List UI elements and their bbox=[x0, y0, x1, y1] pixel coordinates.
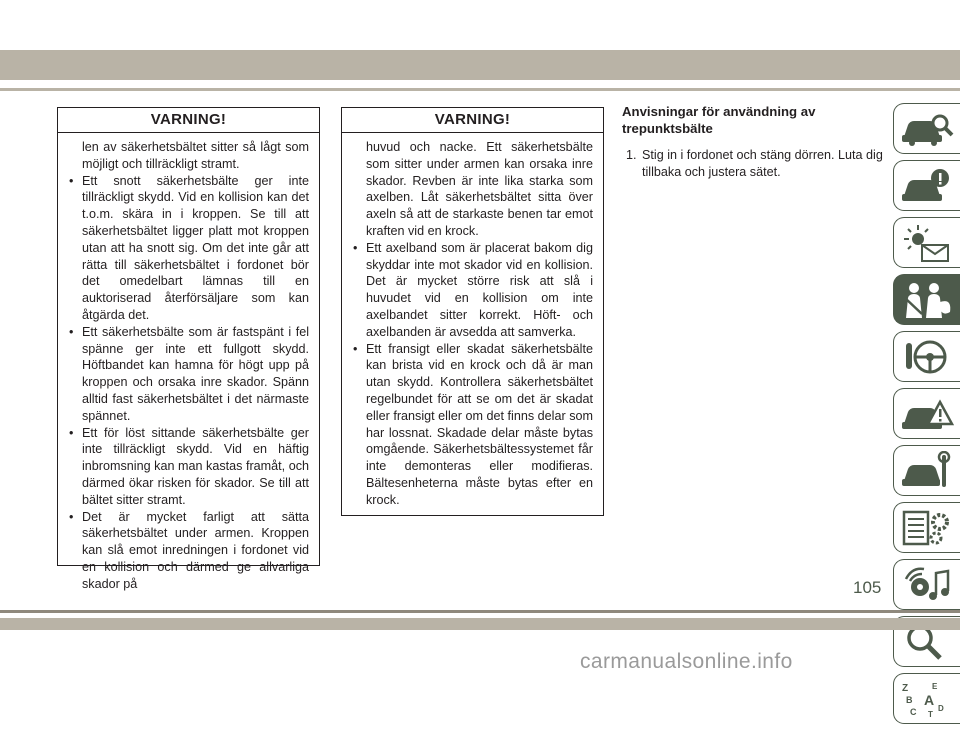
step-number: 1. bbox=[626, 148, 637, 162]
car-search-icon bbox=[900, 109, 956, 149]
svg-text:T: T bbox=[928, 710, 933, 719]
seatbelt-airbag-icon bbox=[900, 280, 956, 320]
tab-starting-operating[interactable] bbox=[893, 331, 960, 382]
tab-technical-specifications[interactable] bbox=[893, 502, 960, 553]
warning-heading: VARNING! bbox=[58, 108, 319, 133]
warning-bullet: • Ett fransigt eller skadat säkerhetsbälte kan brista vid en krock och då är man utan skydd. Kontrollera säkerhetsbältet regelbundet för att se om det är skadat eller fransigt eller om det finns delar som har lossnat. Skadade delar måste bytas omgående. Säkerhetsbältessystemet får inte demonteras eller modifieras. Bältesenheterna måste bytas efter en krock. bbox=[352, 341, 593, 509]
warning-list bbox=[68, 173, 309, 593]
instruction-steps bbox=[622, 147, 890, 181]
warning-bullet: • Ett snott säkerhetsbälte ger inte tillräckligt skydd. Vid en kollision kan det t.o.m. skära in i kroppen. Se till att säkerhetsbältet ligger platt mot kroppen utan att ha snott sig. Om det inte går att rätta till säkerhetsbältet i fordonet bör det omedelbart lämnas till en auktoriserad återförsäljare som kan åtgärda det. bbox=[68, 173, 309, 324]
watermark: carmanualsonline.info bbox=[580, 650, 793, 673]
step-text: Stig in i fordonet och stäng dörren. Luta dig tillbaka och justera sätet. bbox=[642, 148, 883, 179]
warning-heading: VARNING! bbox=[342, 108, 603, 133]
svg-text:A: A bbox=[924, 692, 935, 708]
warning-intro: len av säkerhetsbältet sitter så lågt som möjligt och tillräckligt stramt. bbox=[82, 140, 309, 171]
warning-intro: huvud och nacke. Ett säkerhetsbälte som sitter under armen kan orsaka inre skador. Revben är inte lika starka som axelben. Låt säkerhetsbältet sitta över axeln så att de starkaste benen tar emot kraften vid en krock. bbox=[366, 140, 593, 238]
warning-bullet: • Ett säkerhetsbälte som är fastspänt i fel spänne ger inte ett fullgott skydd. Höftbandet kan hamna för högt upp på kroppen och orsaka inre skador. Spänn alltid fast säkerhetsbältet i det närmaste spännet. bbox=[68, 324, 309, 425]
footer-rule bbox=[0, 610, 960, 613]
header-band bbox=[0, 50, 960, 80]
tab-instrument-panel[interactable] bbox=[893, 160, 960, 211]
multimedia-icon bbox=[900, 565, 956, 605]
warning-list bbox=[352, 240, 593, 509]
car-info-icon bbox=[900, 166, 956, 206]
tab-emergency[interactable] bbox=[893, 388, 960, 439]
warning-box-left bbox=[57, 107, 320, 591]
tab-servicing-maintenance[interactable] bbox=[893, 445, 960, 496]
svg-text:E: E bbox=[932, 682, 938, 691]
instructions-section bbox=[622, 103, 890, 181]
svg-text:B: B bbox=[906, 695, 913, 705]
specs-gears-icon bbox=[900, 508, 956, 548]
tab-alphabetical-index[interactable] bbox=[893, 673, 960, 724]
warning-bullet: • Ett för löst sittande säkerhetsbälte ger inte tillräckligt skydd. Vid en häftig inbromsning kan man kastas framåt, och därmed ökar risken för skador. Se till att bältet sitter stramt. bbox=[68, 425, 309, 509]
key-steering-wheel-icon bbox=[900, 337, 956, 377]
page-number: 105 bbox=[853, 578, 882, 597]
warning-bullet: • Det är mycket farligt att sätta säkerhetsbältet under armen. Kroppen kan slå emot inredningen i fordonet vid en kollision och därmed ge allvarliga skador på bbox=[68, 509, 309, 593]
svg-text:C: C bbox=[910, 707, 917, 717]
section-heading: Anvisningar för användning av trepunktsbälte bbox=[622, 104, 816, 136]
instruction-step bbox=[622, 147, 890, 181]
header-rule bbox=[0, 88, 960, 91]
svg-text:Z: Z bbox=[902, 683, 909, 694]
warning-box-right bbox=[341, 107, 604, 516]
chapter-tabs bbox=[893, 103, 960, 730]
alphabet-index-icon bbox=[900, 679, 956, 719]
tab-getting-to-know-vehicle[interactable] bbox=[893, 103, 960, 154]
tab-warning-lights[interactable] bbox=[893, 217, 960, 268]
footer-band bbox=[0, 618, 960, 630]
warning-light-message-icon bbox=[900, 223, 956, 263]
warning-bullet: • Ett axelband som är placerat bakom dig skyddar inte mot skador vid en kollision. Det är mycket större risk att slå i huvudet vid en kollision om inte axelbandet sitter korrekt. Höft- och axelbanden är avsedda att samverka. bbox=[352, 240, 593, 341]
svg-text:D: D bbox=[938, 704, 944, 713]
car-tools-icon bbox=[900, 451, 956, 491]
car-hazard-icon bbox=[900, 394, 956, 434]
tab-multimedia[interactable] bbox=[893, 559, 960, 610]
tab-safety[interactable] bbox=[893, 274, 960, 325]
